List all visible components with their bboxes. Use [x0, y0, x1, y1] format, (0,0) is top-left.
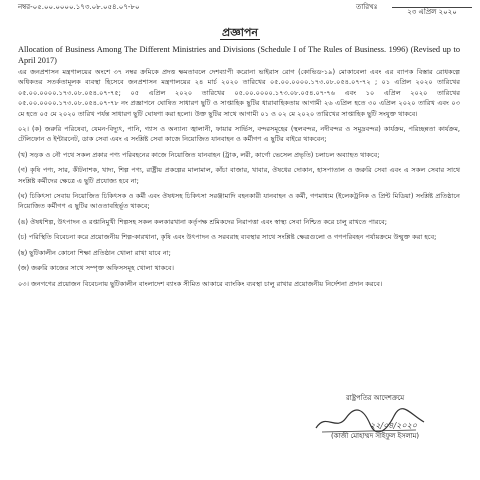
date-top-line [392, 0, 472, 7]
paragraph-02-ga: (গ) কৃষি পণ্য, সার, কীটনাশক, খাদ্য, শিল্প পণ্য, রাষ্ট্রীয় প্রকল্পের মালামাল, কাঁচা বাজার, খাবার, ঔষধের দোকান, হাসপাতাল ও জরুরি সেবা এবং এ সকল সেবার সাথে সংশ্লিষ্ট কর্মীদের ক্ষেত্রে এ ছুটি প্রযোজ্য হবে না; [18, 166, 460, 185]
intro-english: Allocation of Business Among The Different Ministries and Divisions (Schedule I of The Rules of Business. 1996) (Revised up to April 2017) [18, 45, 460, 65]
signature-block [300, 392, 450, 442]
paragraph-02-cha: (চ) পরিস্থিতি বিবেচনা করে প্রয়োজনীয় শিল্প-কারখানা, কৃষি এবং উৎপাদন ও সরবরাহ ব্যবস্থার সাথে সংশ্লিষ্ট ক্ষেত্রগুলো ও গণপরিবহন পর্যায়ক্রমে উন্মুক্ত করা হবে; [18, 233, 437, 242]
paragraph-02-kha: (খ) সড়ক ও নৌ পথে সকল প্রকার পণ্য পরিবহনের কাজে নিয়োজিত যানবাহন (ট্রাক, লরী, কার্গো ভেসেল প্রভৃতি) চলাচল অব্যাহত থাকবে; [18, 150, 380, 159]
memo-number: নম্বর-০৫.০০.০০০০.১৭৩.০৮.০৫৪.০৭-৮০ [18, 3, 140, 11]
handwritten-date: ২২/০৪/২০২০ [370, 421, 417, 430]
document-body [18, 44, 460, 294]
paragraph-02-ja: (জ) জরুরি কাজের সাথে সম্পৃক্ত অফিসসমূহ খোলা থাকবে। [18, 264, 174, 273]
document-header [18, 0, 462, 16]
signatory-name: (কাজী মোহাম্মদ সাইফুল ইসলাম) [330, 432, 420, 440]
paragraph-02-gha: (ঘ) চিকিৎসা সেবায় নিয়োজিত চিকিৎসক ও কর্মী এবং ঔষধসহ চিকিৎসা সরঞ্জামাদি বহনকারী যানবাহন ও কর্মী, গণমাধ্যম (ইলেকট্রনিক ও প্রিন্ট মিডিয়া) সংশ্লিষ্ট প্রতিষ্ঠানে নিয়োজিত কর্মীগণ এ ছুটির আওতাবহির্ভূত থাকবে; [18, 192, 460, 211]
paragraph-02-ka: ০২। (ক) জরুরি পরিষেবা, যেমন-বিদ্যুৎ, পানি, গ্যাস ও অন্যান্য জ্বালানী, ফায়ার সার্ভিস, বন্দরসমূহের (স্থলবন্দর, নদীবন্দর ও সমুদ্রবন্দর) কার্যক্রম, পরিচ্ছন্নতা কার্যক্রম, টেলিফোন ও ইন্টারনেট, ডাক সেবা এবং এ সংশ্লিষ্ট সেবা কাজে নিয়োজিত যানবাহন ও কর্মীগণ এ ছুটির বাইরে থাকবেন; [18, 125, 460, 144]
date-box [392, 0, 472, 17]
order-line: রাষ্ট্রপতির আদেশক্রমে [345, 394, 405, 402]
title-text: প্রজ্ঞাপন [222, 26, 258, 39]
paragraph-03: ০৩। জনগণের প্রয়োজন বিবেচনায় ছুটিকালীন বাংলাদেশ ব্যাংক সীমিত আকারে ব্যাংকিং ব্যবস্থা চালু রাখার প্রয়োজনীয় নির্দেশনা প্রদান করবে। [18, 279, 383, 288]
document-title [0, 24, 480, 43]
paragraph-02-umo: (ঙ) ঔষধশিল্প, উৎপাদন ও রপ্তানিমুখী শিল্পসহ সকল কলকারখানা কর্তৃপক্ষ শ্রমিকদের নিরাপত্তা এবং স্বাস্থ্য সেবা নিশ্চিত করে চালু রাখতে পারবে; [18, 217, 388, 226]
paragraph-02-chha: (ছ) ছুটিকালীন কোনো শিক্ষা প্রতিষ্ঠান খোলা রাখা যাবে না; [18, 248, 171, 257]
gregorian-date: ২৩ এপ্রিল ২০২০ [392, 7, 472, 17]
date-label: তারিখঃ [356, 3, 378, 11]
paragraph-01: এর জনপ্রশাসন মন্ত্রণালয়ের অংশে ৩৭ নম্বর ক্রমিকে প্রদত্ত ক্ষমতাবলে দেশব্যাপী করোনা ভাইরাস রোগ (কোভিড-১৯) মোকাবেলা এবং এর ব্যাপক বিস্তার রোধকল্পে অধিকতর সতর্কতামূলক ব্যবস্থা হিসেবে জনপ্রশাসন মন্ত্রণালয়ের ২৪ মার্চ ২০২০ তারিখের ০৫.০০.০০০০.১৭৩.০৮.০৫৪.০৭-৭২ ; ০১ এপ্রিল ২০২০ তারিখের ০৫.০০.০০০০.১৭৩.০৮.০৫৪.০৭-৭৫; ০৫ এপ্রিল ২০২০ তারিখের ০৫.০০.০০০০.১৭৩.০৮.০৫৪.০৭-৭৬ এবং ১০ এপ্রিল ২০২০ তারিখের ০৫.০০.০০০০.১৭৩.০৮.০৫৪.০৭-৭৮ নং প্রজ্ঞাপনে ঘোষিত সাধারণ ছুটি ও সাপ্তাহিক ছুটির ধারাবাহিকতায় আগামী ২৬ এপ্রিল হতে ৩০ এপ্রিল ২০২০ তারিখ এবং ০৩ মে হতে ০৫ মে ২০২০ তারিখ পর্যন্ত সাধারণ ছুটি ঘোষণা করা হলো। উক্ত ছুটির সাথে আগামী ০১ ও ০২ মে ২০২০ তারিখের সাপ্তাহিক ছুটি সংযুক্ত থাকবে। [18, 68, 460, 118]
